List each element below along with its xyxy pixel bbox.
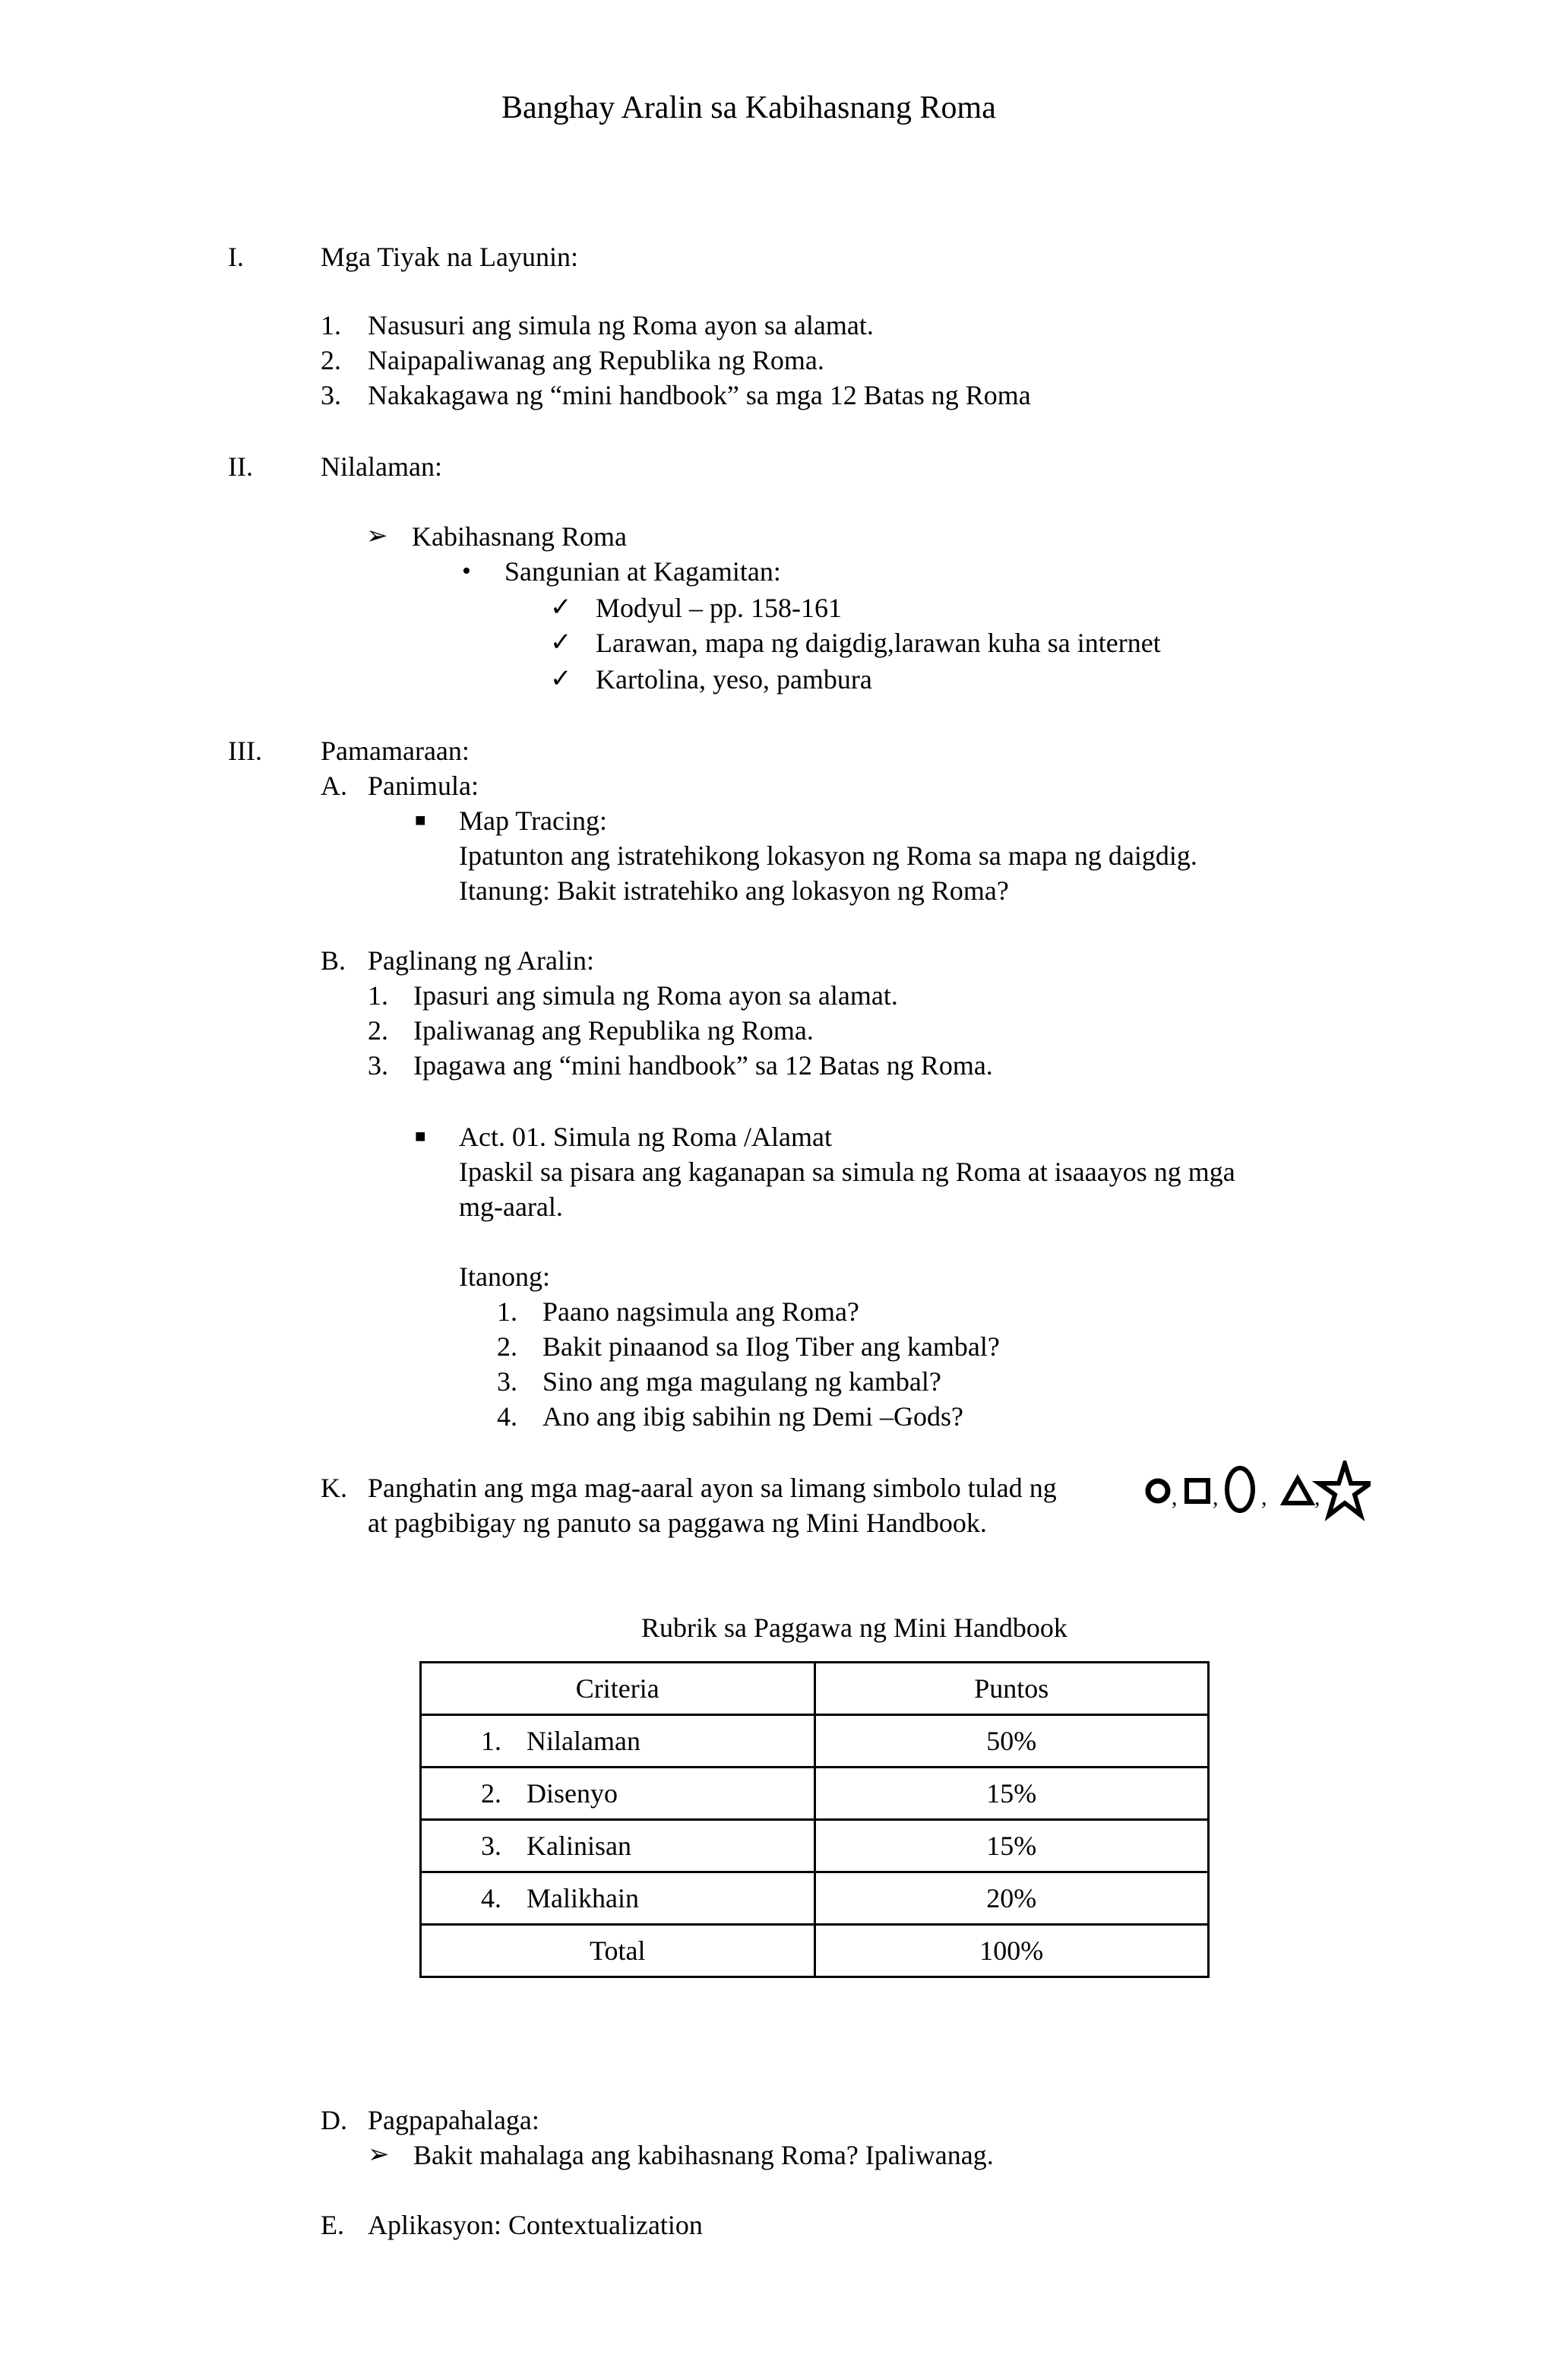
bullet-map-tracing: Map Tracing: (459, 805, 608, 836)
sub-title-paglinang: Paglinang ng Aralin: (368, 945, 594, 976)
page-title: Banghay Aralin sa Kabihasnang Roma (501, 90, 996, 125)
puntos-cell: 15% (814, 1768, 1208, 1820)
question: Bakit pinaanod sa Ilog Tiber ang kambal? (542, 1331, 1000, 1362)
sub-title-panimula: Panimula: (368, 771, 479, 801)
question: Sino ang mga magulang ng kambal? (542, 1366, 941, 1397)
puntos-cell: 20% (814, 1872, 1208, 1925)
checkmark-icon: ✓ (550, 665, 572, 693)
question: Ano ang ibig sabihin ng Demi –Gods? (542, 1401, 963, 1432)
total-label: Total (421, 1925, 815, 1977)
list-item-number: 2. (321, 345, 341, 375)
check-item: Modyul – pp. 158-161 (596, 593, 842, 623)
table-header-row (421, 1663, 1209, 1715)
sub-heading-sangunian: Sangunian at Kagamitan: (504, 556, 781, 587)
square-icon (1187, 1480, 1208, 1502)
sub-label-k: K. (321, 1473, 347, 1503)
list-item-number: 2. (368, 1015, 388, 1046)
square-bullet-icon: ■ (415, 1127, 426, 1147)
section-heading-pamamaraan: Pamamaraan: (321, 736, 470, 766)
arrow-bullet-icon: ➢ (368, 2141, 390, 2169)
checkmark-icon: ✓ (550, 593, 572, 622)
table-row (421, 1715, 1209, 1768)
table-row (421, 1872, 1209, 1925)
text-line: Ipaskil sa pisara ang kaganapan sa simula ng Roma at isaaayos ng mga (459, 1157, 1235, 1187)
table-row (421, 1768, 1209, 1820)
check-item: Larawan, mapa ng daigdig,larawan kuha sa internet (596, 628, 1161, 658)
k-line-2: at pagbibigay ng panuto sa paggawa ng Mini Handbook. (368, 1508, 987, 1538)
itanong-label: Itanong: (459, 1261, 550, 1292)
criteria-cell: Nilalaman (527, 1726, 640, 1756)
text-line: Itanung: Bakit istratehiko ang lokasyon ng Roma? (459, 875, 1009, 906)
sub-title-pagpapahalaga: Pagpapahalaga: (368, 2105, 539, 2135)
sub-label-e: E. (321, 2210, 344, 2240)
triangle-icon (1284, 1479, 1311, 1503)
table-total-row (421, 1925, 1209, 1977)
check-item: Kartolina, yeso, pambura (596, 664, 872, 695)
svg-text:,: , (1213, 1485, 1219, 1510)
k-line-1: Panghatin ang mga mag-aaral ayon sa limang simbolo tulad ng (368, 1473, 1057, 1503)
header-puntos: Puntos (814, 1663, 1208, 1715)
row-number: 3. (481, 1831, 501, 1861)
section-heading-nilalaman: Nilalaman: (321, 451, 442, 482)
row-number: 4. (481, 1883, 501, 1913)
svg-text:,: , (1261, 1485, 1267, 1510)
question: Paano nagsimula ang Roma? (542, 1296, 859, 1327)
symbols-group (1143, 1461, 1371, 1529)
list-item: Nasusuri ang simula ng Roma ayon sa alamat. (368, 310, 874, 340)
question-number: 3. (497, 1366, 517, 1397)
header-criteria: Criteria (421, 1663, 815, 1715)
question-number: 4. (497, 1401, 517, 1432)
list-item-number: 3. (321, 380, 341, 410)
table-row (421, 1820, 1209, 1872)
question-number: 2. (497, 1331, 517, 1362)
list-item: Ipasuri ang simula ng Roma ayon sa alamat. (413, 980, 898, 1011)
list-item: Nakakagawa ng “mini handbook” sa mga 12 Batas ng Roma (368, 380, 1031, 410)
checkmark-icon: ✓ (550, 628, 572, 657)
section-number-iii: III. (228, 736, 262, 766)
sub-label-b: B. (321, 945, 346, 976)
list-item-number: 1. (321, 310, 341, 340)
circle-icon (1148, 1481, 1168, 1501)
section-heading-layunin: Mga Tiyak na Layunin: (321, 242, 578, 272)
question-number: 1. (497, 1296, 517, 1327)
section-number-i: I. (228, 242, 244, 272)
row-number: 2. (481, 1778, 501, 1809)
square-bullet-icon: ■ (415, 811, 426, 831)
sub-label-a: A. (321, 771, 347, 801)
list-item-number: 3. (368, 1050, 388, 1081)
rubric-caption: Rubrik sa Paggawa ng Mini Handbook (641, 1613, 1067, 1643)
star-icon (1319, 1464, 1371, 1515)
text-line: mg-aaral. (459, 1192, 563, 1222)
oval-icon (1227, 1468, 1253, 1511)
text-line: Ipatunton ang istratehikong lokasyon ng Roma sa mapa ng daigdig. (459, 840, 1197, 871)
puntos-cell: 50% (814, 1715, 1208, 1768)
section-number-ii: II. (228, 451, 253, 482)
rubric-table (419, 1661, 1210, 1978)
list-item: Naipapaliwanag ang Republika ng Roma. (368, 345, 824, 375)
sub-label-d: D. (321, 2105, 347, 2135)
list-item: Ipaliwanag ang Republika ng Roma. (413, 1015, 814, 1046)
criteria-cell: Malikhain (527, 1883, 639, 1913)
svg-text:,: , (1172, 1485, 1178, 1510)
topic-kabihasnang-roma: Kabihasnang Roma (412, 521, 627, 552)
list-item-number: 1. (368, 980, 388, 1011)
svg-text:,: , (1314, 1485, 1320, 1510)
criteria-cell: Disenyo (527, 1778, 618, 1809)
puntos-cell: 15% (814, 1820, 1208, 1872)
dot-bullet-icon: • (462, 557, 471, 585)
bullet-tanong: Bakit mahalaga ang kabihasnang Roma? Ipaliwanag. (413, 2140, 994, 2170)
list-item: Ipagawa ang “mini handbook” sa 12 Batas ng Roma. (413, 1050, 993, 1081)
total-value: 100% (814, 1925, 1208, 1977)
sub-title-aplikasyon: Aplikasyon: Contextualization (368, 2210, 703, 2240)
criteria-cell: Kalinisan (527, 1831, 631, 1861)
arrow-bullet-icon: ➢ (366, 522, 388, 550)
row-number: 1. (481, 1726, 501, 1756)
activity-title: Act. 01. Simula ng Roma /Alamat (459, 1122, 832, 1152)
